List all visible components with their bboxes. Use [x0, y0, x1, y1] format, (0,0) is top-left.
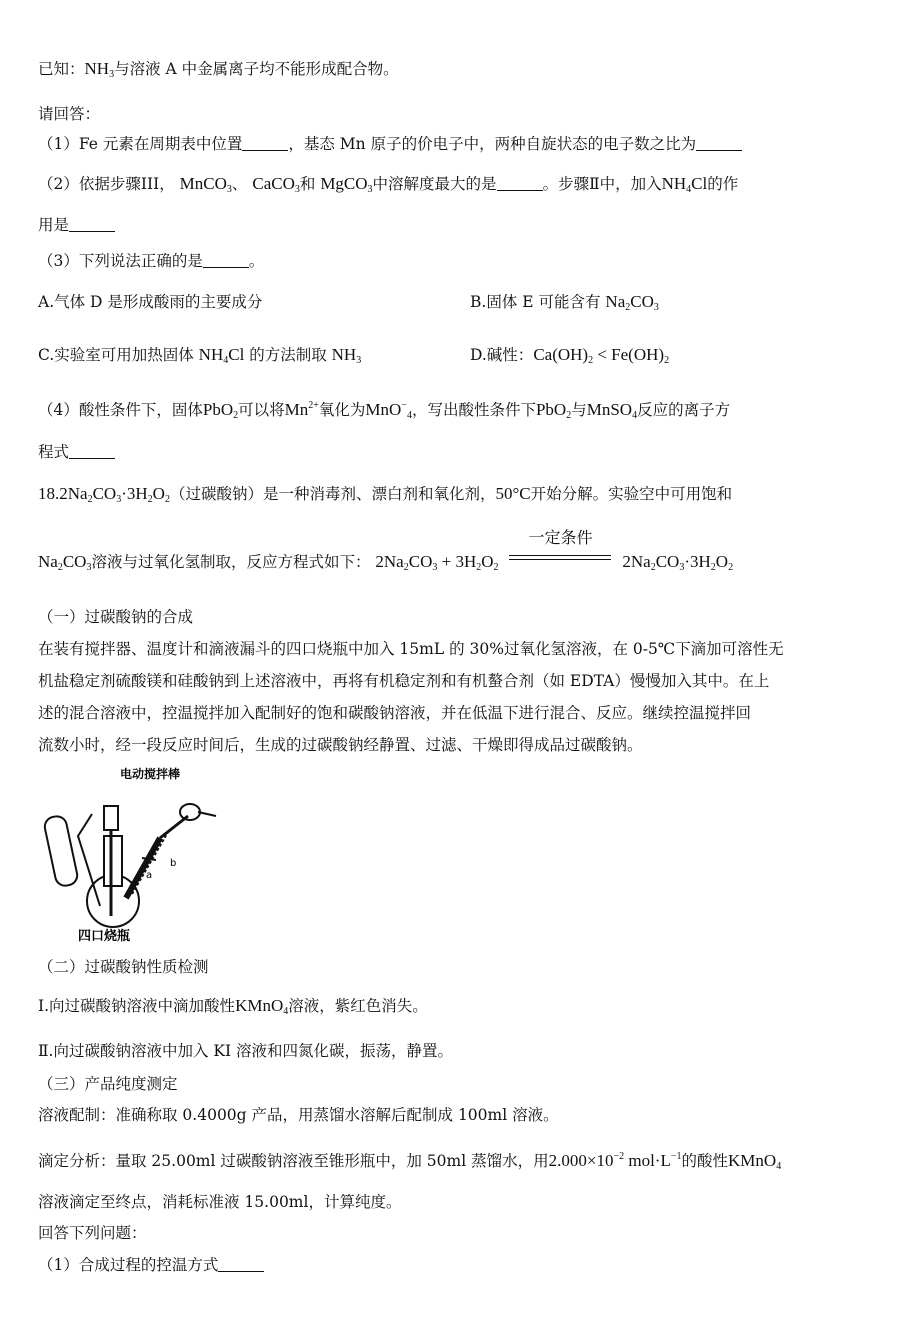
answer-blank	[218, 1257, 264, 1272]
option-c: C.实验室可用加热固体 $NH_4Cl$ 的方法制取 $NH_3$	[38, 345, 362, 366]
answer-blank	[696, 136, 742, 151]
answer-blank	[497, 176, 543, 191]
part3-title: （三）产品纯度测定	[38, 1075, 178, 1093]
solution-prep: 溶液配制：准确称取 0.4000g 产品，用蒸馏水溶解后配制成 100ml 溶液。	[38, 1106, 559, 1124]
label-flask: 四口烧瓶	[78, 929, 131, 944]
answer-blank	[69, 217, 115, 232]
question-18: $18.2Na_2CO_3\cdot 3H_2O_2$（过碳酸钠）是一种消毒剂、漂白剂和氧化剂，50°C开始分解。实验空中可用饱和	[38, 484, 733, 505]
apparatus-figure	[38, 766, 238, 944]
titration-line-2: 溶液滴定至终点，消耗标准液 15.00ml，计算纯度。	[38, 1193, 402, 1211]
question-2-cont: 用是	[38, 214, 870, 236]
dropping-funnel	[43, 814, 79, 887]
part1-text-4: 流数小时，经一段反应时间后，生成的过碳酸钠经静置、过滤、干燥即得成品过碳酸钠。	[38, 736, 643, 754]
test-2: Ⅱ.向过碳酸钠溶液中加入 KI 溶液和四氮化碳，振荡，静置。	[38, 1042, 454, 1060]
question-4-cont: 程式	[38, 441, 870, 463]
question-3: （3）下列说法正确的是 。	[38, 252, 265, 270]
label-b: b	[170, 858, 177, 869]
test-1: Ⅰ.向过碳酸钠溶液中滴加酸性KMnO$_4$溶液，紫红色消失。	[38, 996, 428, 1017]
options-cd	[38, 344, 870, 366]
condenser-bulb	[180, 804, 200, 820]
question-4: （4）酸性条件下，固体PbO$_2$可以将$Mn^{2+}$氧化为MnO−$_4$，写出酸性条件下PbO$_2$与MnSO$_4$反应的离子方	[38, 400, 731, 421]
final-question: （1）合成过程的控温方式	[38, 1254, 870, 1276]
please-answer: 请回答：	[38, 105, 101, 123]
options-ab	[38, 291, 870, 313]
part1-title: （一）过碳酸钠的合成	[38, 608, 194, 626]
part1-text-3: 述的混合溶液中，控温搅拌加入配制好的饱和碳酸钠溶液，并在低温下进行混合、反应。继续控温搅拌回	[38, 704, 752, 722]
answer-prompt: 回答下列问题：	[38, 1224, 147, 1242]
reaction-equation-line: $Na_2CO_3$溶液与过氧化氢制取，反应方程式如下： $2Na_2CO_3 + 3H_2O_2$ 一定条件 $2Na_2CO_3\cdot 3H_2O_2$	[38, 528, 734, 573]
given-line: 已知：$NH_3$与溶液 A 中金属离子均不能形成配合物。	[38, 59, 399, 80]
titration-line: 滴定分析：量取 25.00ml 过碳酸钠溶液至锥形瓶中，加 50ml 蒸馏水，用$2.000\times 10^{-2}$ $mol\cdot L^{-1}$的酸性KMnO$_4$	[38, 1151, 782, 1172]
part1-text-1: 在装有搅拌器、温度计和滴液漏斗的四口烧瓶中加入 15mL 的 30%过氧化氢溶液，在 0-5℃下滴加可溶性无	[38, 640, 784, 658]
answer-blank	[203, 253, 249, 268]
part1-text-2: 机盐稳定剂硫酸镁和硅酸钠到上述溶液中，再将有机稳定剂和有机螯合剂（如 EDTA）慢慢加入其中。在上	[38, 672, 770, 690]
part2-title: （二）过碳酸钠性质检测	[38, 958, 209, 976]
question-1: （1）Fe 元素在周期表中位置 ，基态 Mn 原子的价电子中，两种自旋状态的电子数之比为	[38, 133, 870, 155]
answer-blank	[242, 136, 288, 151]
reaction-arrow: 一定条件	[507, 551, 613, 569]
stirrer-motor	[104, 806, 118, 830]
label-stirrer: 电动搅拌棒	[120, 767, 181, 781]
label-a: a	[146, 870, 153, 881]
option-a: A.气体 D 是形成酸雨的主要成分	[38, 293, 263, 311]
four-neck-flask-diagram	[38, 766, 238, 944]
question-2: （2）依据步骤III， MnCO$_3$、 CaCO$_3$和 MgCO$_3$中溶解度最大的是 。步骤Ⅱ中，加入$NH_4Cl$的作	[38, 174, 739, 195]
option-b: B.固体 E 可能含有 $Na_2CO_3$	[470, 292, 659, 313]
option-d: D.碱性：$Ca(OH)_2 < Fe(OH)_2$	[470, 345, 670, 366]
answer-blank	[69, 444, 115, 459]
